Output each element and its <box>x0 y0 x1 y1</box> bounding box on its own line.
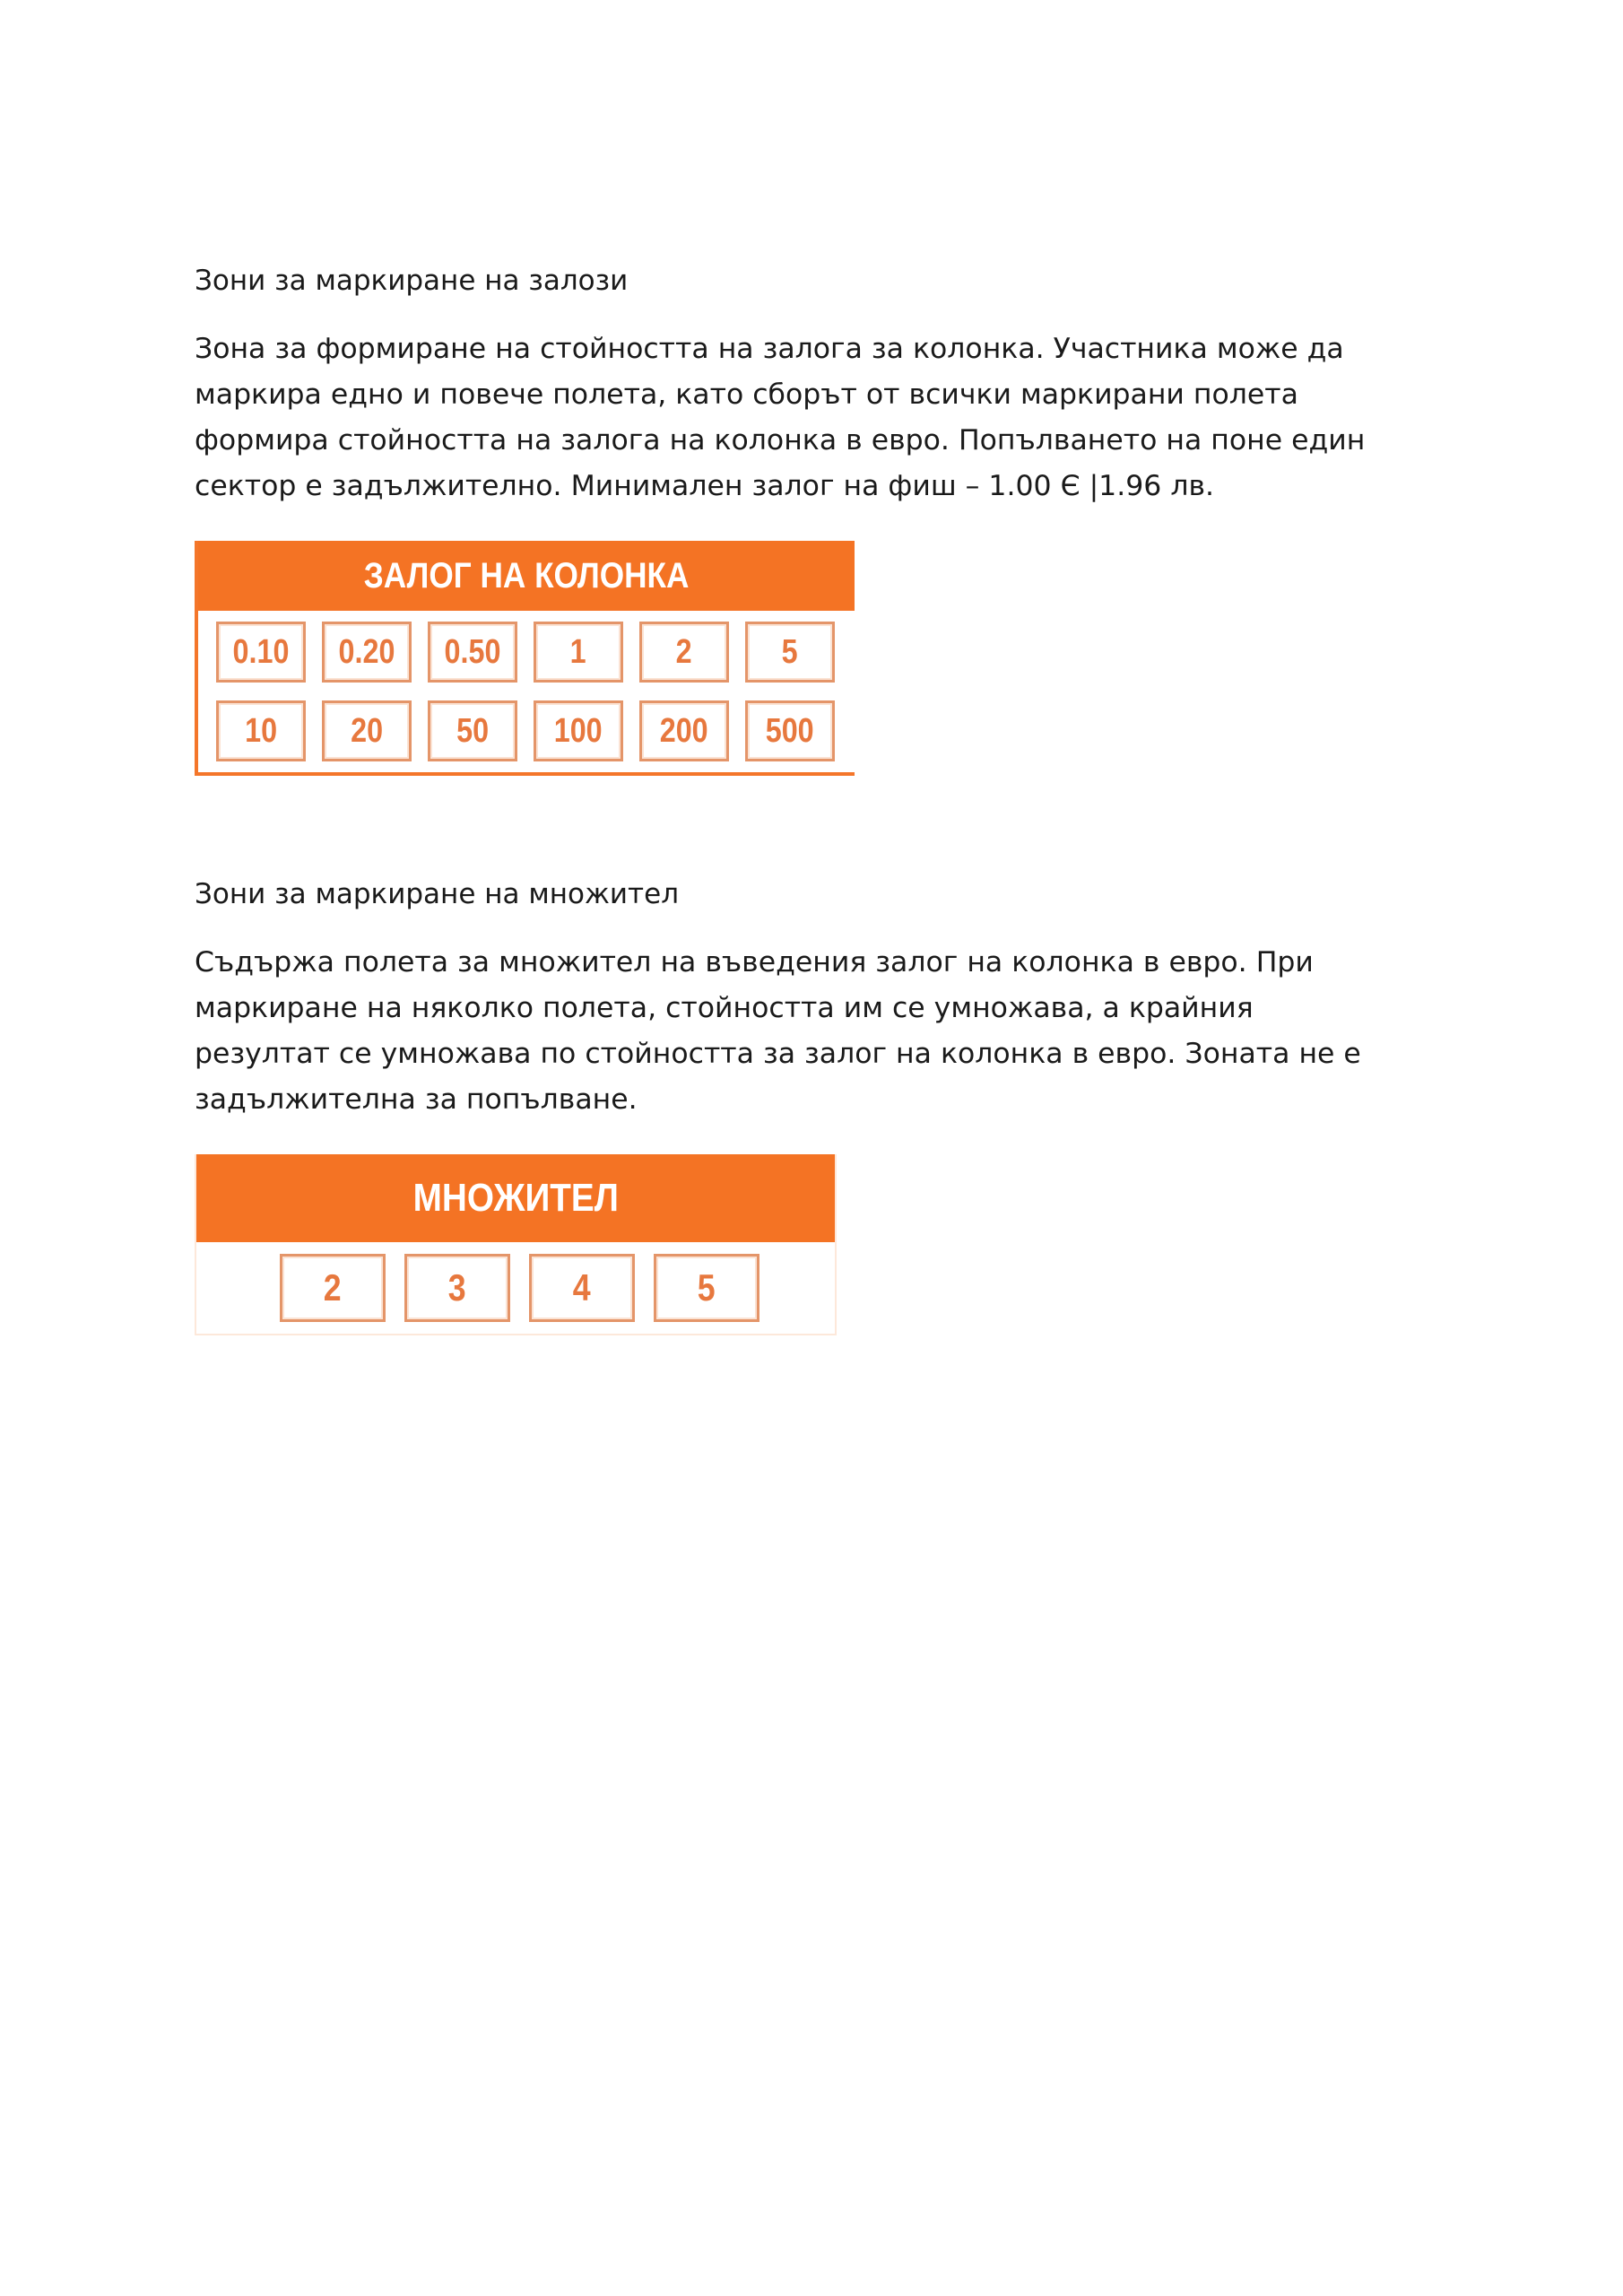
stake-option-box: 2 <box>639 622 729 683</box>
stake-option-box: 5 <box>745 622 835 683</box>
multiplier-panel-title: МНОЖИТЕЛ <box>196 1154 835 1242</box>
stake-option-box: 0.20 <box>322 622 412 683</box>
description-line: маркира едно и повече полета, като сборът от всички маркирани полета <box>195 378 1298 411</box>
description-line: Съдържа полета за множител на въведения залог на колонка в евро. При <box>195 946 1314 978</box>
stake-option-box: 100 <box>534 700 623 761</box>
stake-option-box: 1 <box>534 622 623 683</box>
multiplier-option-box: 3 <box>404 1254 510 1322</box>
multiplier-options-grid <box>280 1254 759 1322</box>
stake-options-grid <box>216 622 835 761</box>
description-line: маркиране на няколко полета, стойността им се умножава, а крайния <box>195 992 1254 1024</box>
description-line: Зона за формиране на стойността на залога за колонка. Участника може да <box>195 333 1344 365</box>
stake-option-box: 500 <box>745 700 835 761</box>
description-line: сектор е задължително. Минимален залог на фиш – 1.00 Є |1.96 лв. <box>195 470 1215 502</box>
stake-panel-image <box>195 541 855 776</box>
description-line: формира стойността на залога на колонка в евро. Попълването на поне един <box>195 424 1366 457</box>
stake-option-box: 10 <box>216 700 306 761</box>
multiplier-zone-heading: Зони за маркиране на множител <box>195 878 680 910</box>
description-line: резултат се умножава по стойността за залог на колонка в евро. Зоната не е <box>195 1038 1361 1070</box>
stake-option-box: 20 <box>322 700 412 761</box>
stake-option-box: 200 <box>639 700 729 761</box>
multiplier-zone-description <box>195 940 1441 1123</box>
stake-panel-title: ЗАЛОГ НА КОЛОНКА <box>198 541 855 611</box>
multiplier-option-box: 4 <box>529 1254 635 1322</box>
stake-option-box: 50 <box>428 700 517 761</box>
stake-zone-description <box>195 326 1441 509</box>
multiplier-option-box: 5 <box>654 1254 759 1322</box>
description-line: задължителна за попълване. <box>195 1083 638 1116</box>
stake-option-box: 0.50 <box>428 622 517 683</box>
multiplier-option-box: 2 <box>280 1254 386 1322</box>
stake-zone-heading: Зони за маркиране на залози <box>195 265 629 297</box>
stake-option-box: 0.10 <box>216 622 306 683</box>
multiplier-panel-image <box>195 1154 837 1335</box>
